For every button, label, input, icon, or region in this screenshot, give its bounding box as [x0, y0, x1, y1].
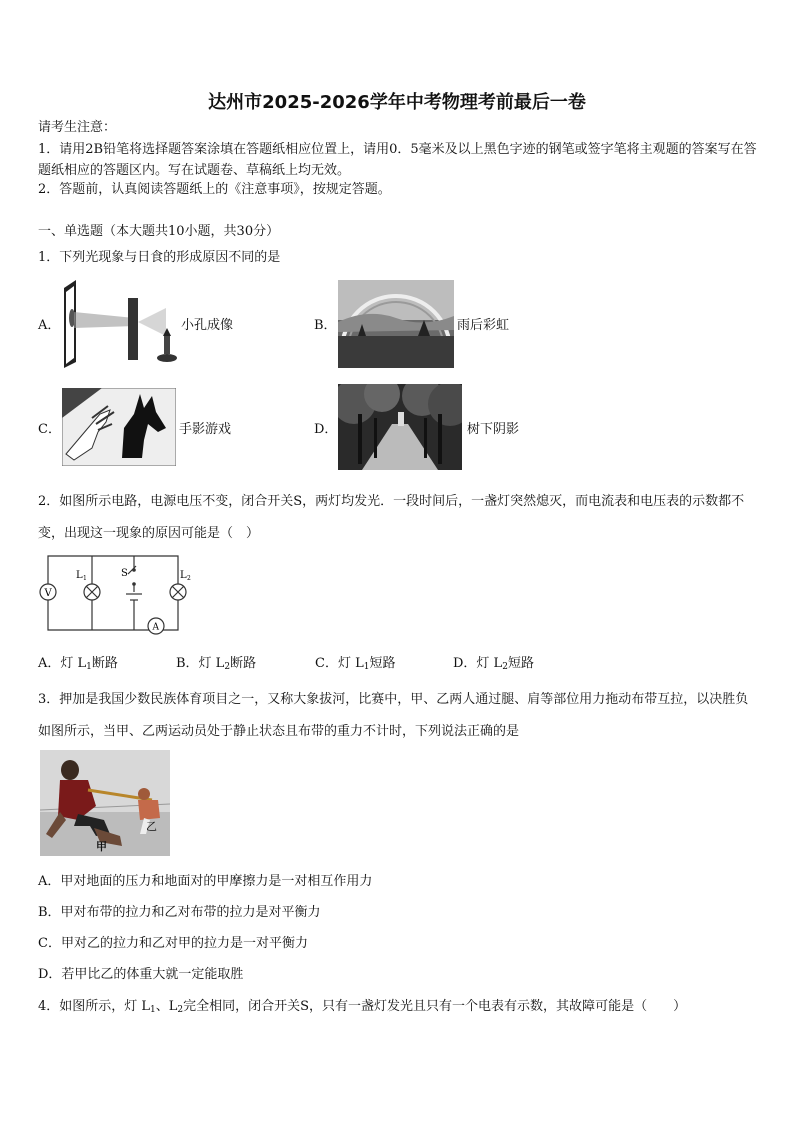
q1-option-d-letter: D． — [314, 422, 338, 437]
q1-option-d-label: 树下阴影 — [467, 422, 520, 437]
q2-circuit-diagram — [36, 552, 194, 638]
q3-stem: 3．押加是我国少数民族体育项目之一，又称大象拔河，比赛中，甲、乙两人通过腿、肩等部位用力拖动布带互拉，以决胜负如图所示，当甲、乙两运动员处于静止状态且布带的重力不计时，下列说法正确的是 — [38, 692, 749, 739]
q1-option-b-letter: B． — [314, 318, 337, 333]
q1-option-b-label: 雨后彩虹 — [457, 318, 510, 333]
q2-stem: 2．如图所示电路，电源电压不变，闭合开关S，两灯均发光．一段时间后，一盏灯突然熄灭，而电流表和电压表的示数都不变，出现这一现象的原因可能是（ ） — [38, 494, 745, 541]
q3-option-b: B．甲对布带的拉力和乙对布带的拉力是对平衡力 — [38, 905, 321, 920]
lamp-l1-subscript: 1 — [83, 575, 87, 582]
voltmeter-label: V — [44, 588, 52, 599]
q3-option-c: C．甲对乙的拉力和乙对甲的拉力是一对平衡力 — [38, 936, 308, 951]
q2-option-a: A．灯 $L_1$断路 — [38, 656, 118, 672]
ammeter-label: A — [152, 622, 159, 633]
exam-title: 达州市2025-2026学年中考物理考前最后一卷 — [208, 92, 586, 113]
q4-stem: 4．如图所示，灯 $L_1$、$L_2$完全相同，闭合开关S，只有一盏灯发光且只有一个电表有示数，其故障可能是（ ） — [38, 999, 687, 1015]
lamp-l1-label: L — [76, 570, 83, 581]
q3-option-d: D．若甲比乙的体重大就一定能取胜 — [38, 967, 244, 982]
q2-option-b: B．灯 $L_2$断路 — [176, 656, 257, 672]
q1-option-c-label: 手影游戏 — [179, 422, 232, 437]
q1-stem: 1．下列光现象与日食的形成原因不同的是 — [38, 250, 281, 265]
q1-option-c-letter: C． — [38, 422, 61, 437]
notice-heading: 请考生注意： — [38, 120, 117, 135]
rainbow-image — [338, 280, 454, 368]
q1-option-a-letter: A． — [38, 318, 61, 333]
switch-label: S — [121, 568, 128, 579]
notice-item-1: 1．请用2B铅笔将选择题答案涂填在答题纸相应位置上，请用0．5毫米及以上黑色字迹的钢笔或签字笔将主观题的答案写在答题纸相应的答题区内。写在试题卷、草稿纸上均无效。 — [38, 142, 757, 178]
label-yi: 乙 — [146, 820, 157, 833]
label-jia: 甲 — [96, 840, 107, 853]
lamp-l2-label: L — [180, 570, 187, 581]
q3-option-a: A．甲对地面的压力和地面对的甲摩擦力是一对相互作用力 — [38, 874, 373, 889]
notice-item-2: 2．答题前，认真阅读答题纸上的《注意事项》，按规定答题。 — [38, 182, 391, 197]
tree-shade-image — [338, 384, 462, 470]
section-heading: 一、单选题（本大题共10小题，共30分） — [38, 224, 280, 239]
pinhole-camera-image — [60, 278, 180, 370]
lamp-l2-subscript: 2 — [187, 575, 191, 582]
q2-option-d: D．灯 $L_2$短路 — [453, 656, 534, 672]
q1-option-a-label: 小孔成像 — [181, 318, 234, 333]
q2-option-c: C．灯 $L_1$短路 — [315, 656, 396, 672]
hand-shadow-image — [62, 388, 176, 466]
tug-of-war-photo — [40, 750, 170, 856]
